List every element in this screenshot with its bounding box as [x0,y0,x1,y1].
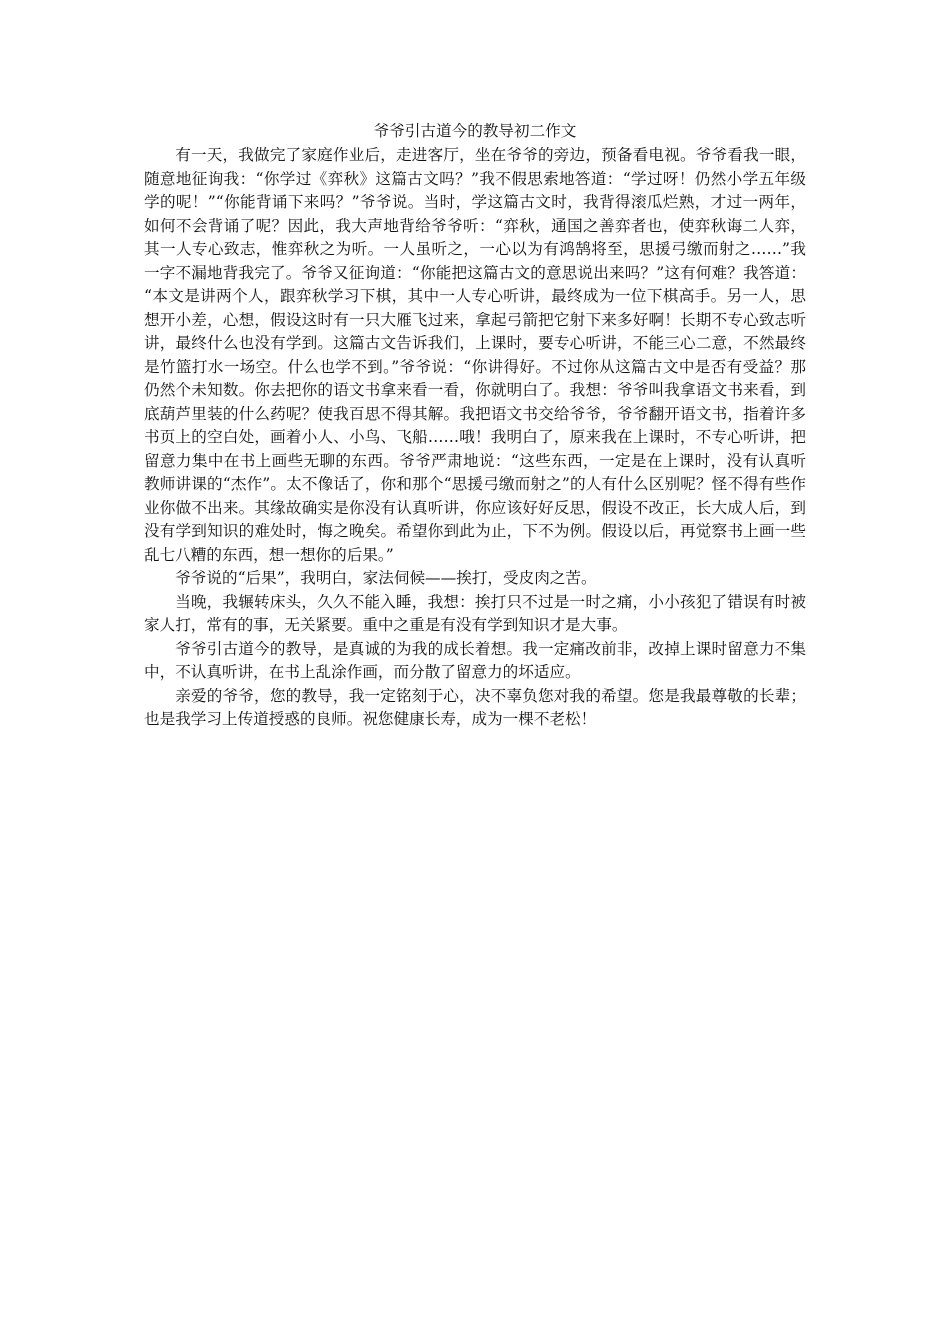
paragraph-5: 亲爱的爷爷，您的教导，我一定铭刻于心，决不辜负您对我的希望。您是我最尊敬的长辈；也是我学习上传道授惑的良师。祝您健康长寿，成为一棵不老松！ [144,686,806,728]
paragraph-3: 当晚，我辗转床头，久久不能入睡，我想：挨打只不过是一时之痛，小小孩犯了错误有时被家人打，常有的事，无关紧要。重中之重是有没有学到知识才是大事。 [144,592,806,634]
essay-title: 爷爷引古道今的教导初二作文 [373,122,577,140]
paragraph-2: 爷爷说的“后果”，我明白，家法伺候——挨打，受皮肉之苦。 [175,569,597,587]
essay-body [144,120,806,732]
paragraph-4: 爷爷引古道今的教导，是真诚的为我的成长着想。我一定痛改前非，改掉上课时留意力不集中，不认真听讲，在书上乱涂作画，而分散了留意力的坏适应。 [144,639,806,681]
paragraph-1: 有一天，我做完了家庭作业后，走进客厅，坐在爷爷的旁边，预备看电视。爷爷看我一眼，随意地征询我：“你学过《弈秋》这篇古文吗？”我不假思索地答道：“学过呀！仍然小学五年级学的呢！”“你能背诵下来吗？”爷爷说。当时，学这篇古文时，我背得滚瓜烂熟，才过一两年，如何不会背诵了呢？因此，我大声地背给爷爷听：“弈秋，通国之善弈者也，使弈秋诲二人弈，其一人专心致志，惟弈秋之为听。一人虽听之，一心以为有鸿鹄将至，思援弓缴而射之……”我一字不漏地背我完了。爷爷又征询道：“你能把这篇古文的意思说出来吗？”这有何难？我答道：“本文是讲两个人，跟弈秋学习下棋，其中一人专心听讲，最终成为一位下棋高手。另一人，思想开小差，心想，假设这时有一只大雁飞过来，拿起弓箭把它射下来多好啊！长期不专心致志听讲，最终什么也没有学到。这篇古文告诉我们，上课时，要专心听讲，不能三心二意，不然最终是竹篮打水一场空。什么也学不到。”爷爷说：“你讲得好。不过你从这篇古文中是否有受益？那仍然个未知数。你去把你的语文书拿来看一看，你就明白了。我想：爷爷叫我拿语文书来看，到底葫芦里装的什么药呢？使我百思不得其解。我把语文书交给爷爷，爷爷翻开语文书，指着许多书页上的空白处，画着小人、小鸟、飞船……哦！我明白了，原来我在上课时，不专心听讲，把留意力集中在书上画些无聊的东西。爷爷严肃地说：“这些东西，一定是在上课时，没有认真听教师讲课的“杰作”。太不像话了，你和那个“思援弓缴而射之”的人有什么区别呢？怪不得有些作业你做不出来。其缘故确实是你没有认真听讲，你应该好好反思，假设不改正，长大成人后，到没有学到知识的难处时，悔之晚矣。希望你到此为止，下不为例。假设以后，再觉察书上画一些乱七八糟的东西，想一想你的后果。” [144,146,806,564]
